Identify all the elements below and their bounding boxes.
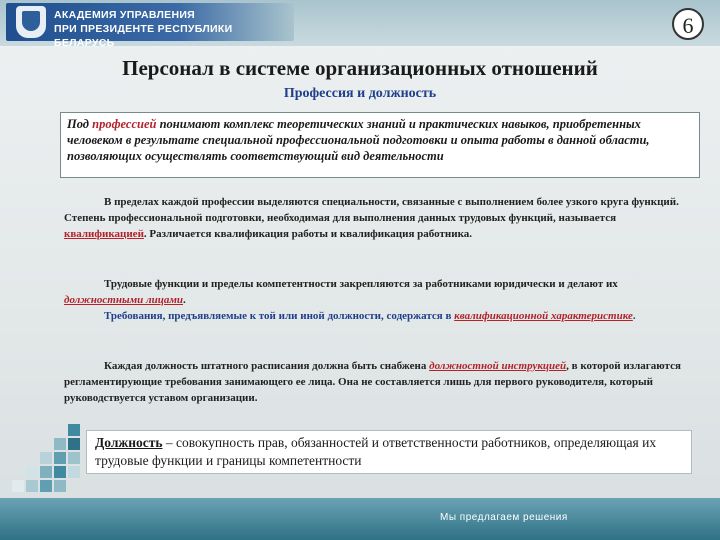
academy-name-line2: ПРИ ПРЕЗИДЕНТЕ РЕСПУБЛИКИ БЕЛАРУСЬ [54, 23, 233, 49]
officials-term: должностными лицами [64, 294, 184, 306]
para4-text-a: Каждая должность штатного расписания должна быть снабжена [104, 360, 430, 372]
qualification-term: квалификацией [64, 228, 144, 240]
academy-logo-banner [6, 3, 294, 49]
paragraph-qualification [64, 194, 698, 242]
para1-text-a: В пределах каждой профессии выделяются специальности, связанные с выполнением более узкого круга функций. Степень профессиональной подготовки, необходимая для выполнения данных трудовых функций, называется [64, 196, 679, 224]
paragraph-job-instruction [64, 358, 698, 406]
job-instruction-term: должностной инструкцией [429, 360, 567, 372]
position-definition-text: – совокупность прав, обязанностей и ответственности работников, определяющая их трудовые функции и границы компетентности [95, 435, 657, 468]
para2-text-a: Трудовые функции и пределы компетентности закрепляются за работниками юридически и делают их [104, 278, 618, 290]
position-term: Должность [95, 435, 163, 450]
academy-emblem-icon [16, 6, 46, 38]
paragraph-officials [64, 276, 698, 308]
academy-name-line1: АКАДЕМИЯ УПРАВЛЕНИЯ [54, 9, 196, 21]
definition-text: понимают комплекс теоретических знаний и практических навыков, приобретенных человеком в результате специальной профессиональной подготовки и опыта работы в данной области, позволяющих осуществлять соответствующий вид деятельности [67, 117, 650, 163]
footer-band [0, 498, 720, 540]
position-definition-box [86, 430, 692, 474]
header-band [0, 0, 720, 49]
definition-prefix: Под [67, 117, 93, 131]
para2-text-b: . [183, 294, 186, 306]
para3-text-b: . [632, 310, 636, 322]
profession-definition-box [60, 112, 700, 178]
qualification-characteristic-term: квалификационной характеристике [454, 310, 633, 322]
footer-slogan: Мы предлагаем решения [440, 512, 568, 523]
para4-text-b: , в которой излагаются регламентирующие требования занимающего ее лица. Она не составляется лишь для первого руководителя, который руководствуется уставом организации. [64, 360, 681, 404]
slide-subtitle: Профессия и должность [283, 86, 437, 101]
definition-term: профессией [92, 117, 157, 131]
decorative-squares-icon [10, 420, 90, 500]
para1-text-b: . Различается квалификация работы и квалификация работника. [143, 228, 473, 240]
paragraph-requirements [64, 308, 698, 324]
slide-title: Персонал в системе организационных отношений [122, 56, 598, 80]
para3-text-a: Требования, предъявляемые к той или иной должности, содержатся в [104, 310, 455, 322]
page-number: 6 [672, 8, 704, 40]
academy-name [54, 8, 294, 50]
